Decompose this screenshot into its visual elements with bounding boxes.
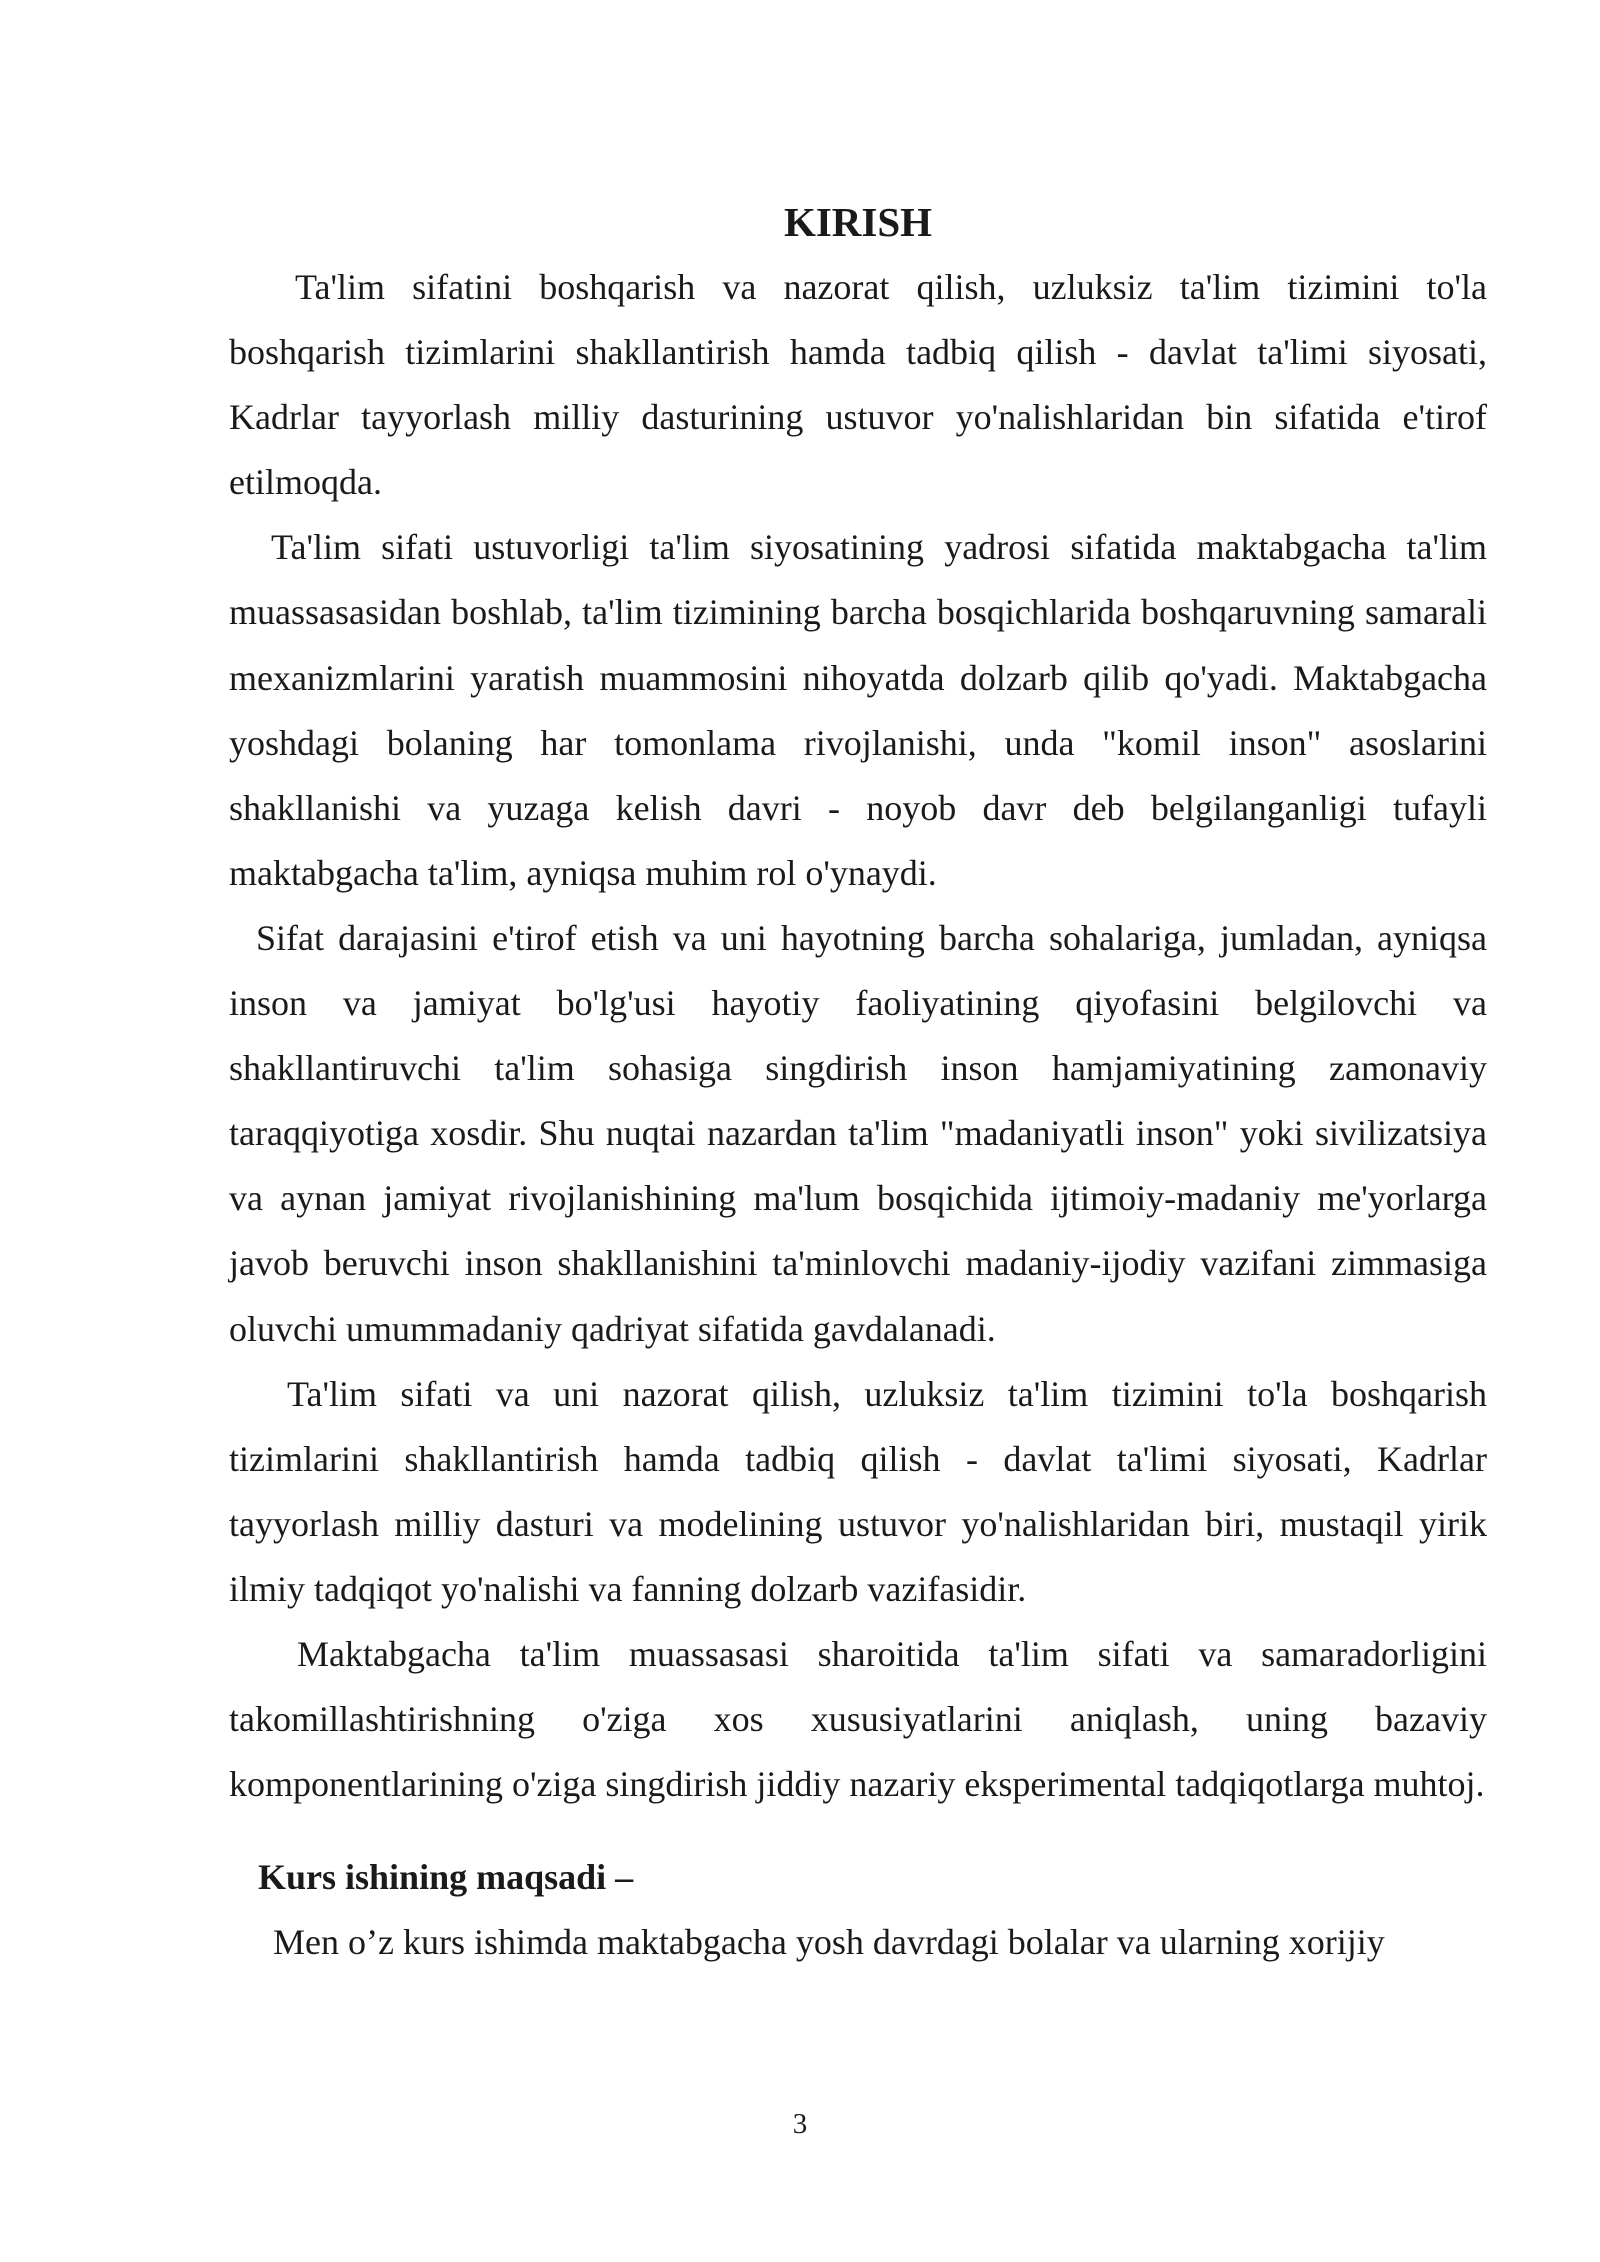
section-paragraph: Men o’z kurs ishimda maktabgacha yosh davrdagi bolalar va ularning xorijiy [273,1922,1385,1963]
page-title: KIRISH [783,199,933,245]
paragraph-3: Sifat darajasini e'tirof etish va uni hayotning barcha sohalariga, jumladan, ayniqsa inson va jamiyat bo'lg'usi hayotiy faoliyatining qiyofasini belgilovchi va shakllantiruvchi ta'lim sohasiga singdirish inson hamjamiyatining zamonaviy taraqqiyotiga xosdir. Shu nuqtai nazardan ta'lim "madaniyatli inson" yoki sivilizatsiya va aynan jamiyat rivojlanishining ma'lum bosqichida ijtimoiy-madaniy me'yorlarga javob beruvchi inson shakllanishini ta'minlovchi madaniy-ijodiy vazifani zimmasiga oluvchi umummadaniy qadriyat sifatida gavdalanadi. [229,917,1487,1349]
section-heading: Kurs ishining maqsadi – [258,1857,634,1898]
page-number: 3 [792,2108,808,2140]
page-content [229,190,1487,1975]
paragraph-4: Ta'lim sifati va uni nazorat qilish, uzluksiz ta'lim tizimini to'la boshqarish tizimlarini shakllantirish hamda tadbiq qilish - davlat ta'limi siyosati, Kadrlar tayyorlash milliy dasturi va modelining ustuvor yo'nalishlaridan biri, mustaqil yirik ilmiy tadqiqot yo'nalishi va fanning dolzarb vazifasidir. [229,1373,1487,1609]
paragraph-2: Ta'lim sifati ustuvorligi ta'lim siyosatining yadrosi sifatida maktabgacha ta'lim muassasasidan boshlab, ta'lim tizimining barcha bosqichlarida boshqaruvning samarali mexanizmlarini yaratish muammosini nihoyatda dolzarb qilib qo'yadi. Maktabgacha yoshdagi bolaning har tomonlama rivojlanishi, unda "komil inson" asoslarini shakllanishi va yuzaga kelish davri - noyob davr deb belgilanganligi tufayli maktabgacha ta'lim, ayniqsa muhim rol o'ynaydi. [229,527,1487,893]
paragraph-1: Ta'lim sifatini boshqarish va nazorat qilish, uzluksiz ta'lim tizimini to'la boshqarish tizimlarini shakllantirish hamda tadbiq qilish - davlat ta'limi siyosati, Kadrlar tayyorlash milliy dasturining ustuvor yo'nalishlaridan bin sifatida e'tirof etilmoqda. [229,267,1487,503]
paragraph-5: Maktabgacha ta'lim muassasasi sharoitida ta'lim sifati va samaradorligini takomillashtirishning o'ziga xos xususiyatlarini aniqlash, uning bazaviy komponentlarining o'ziga singdirish jiddiy nazariy eksperimental tadqiqotlarga muhtoj. [229,1633,1487,1805]
